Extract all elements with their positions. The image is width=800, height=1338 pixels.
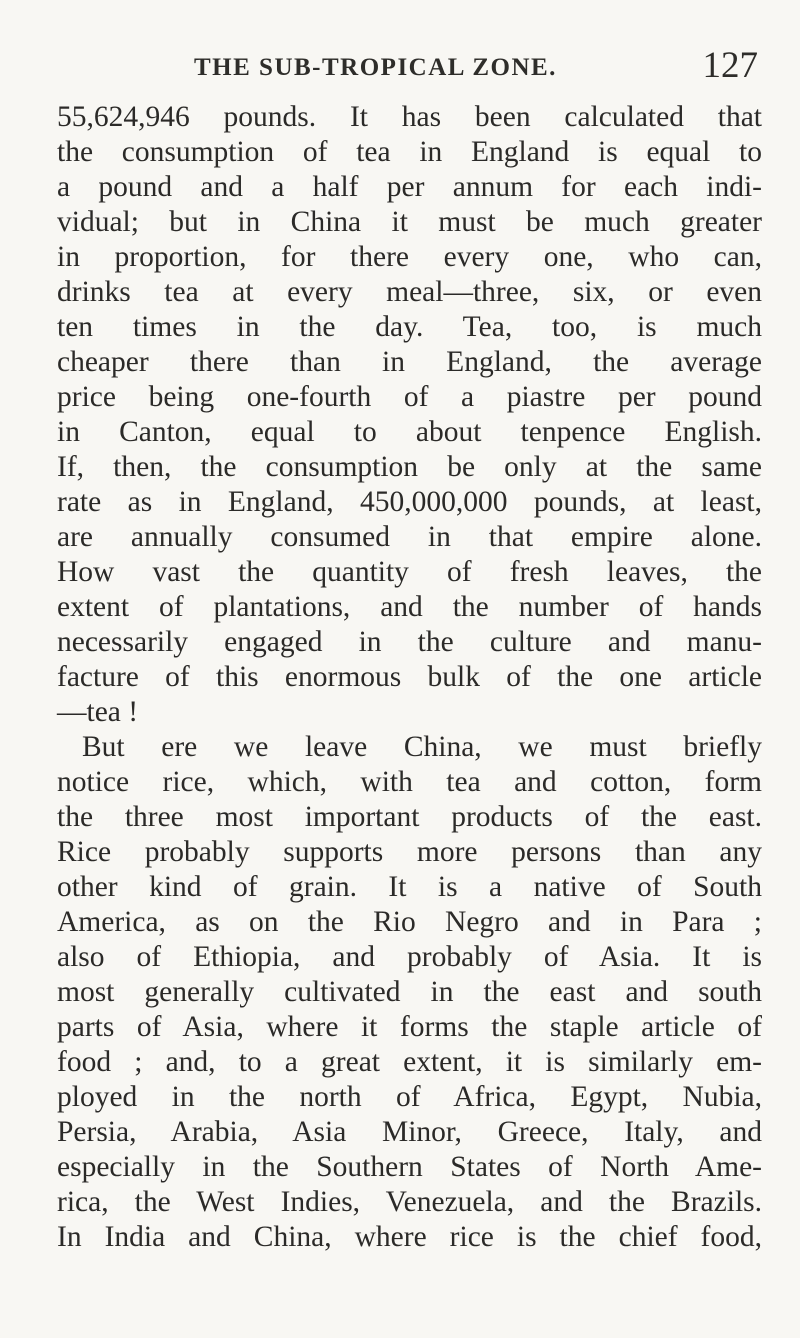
text-line: necessarily engaged in the culture and manu- [57, 626, 762, 658]
paragraph-end-line: —tea ! [57, 696, 139, 728]
text-line: especially in the Southern States of North Ame- [57, 1151, 762, 1183]
text-line: rate as in England, 450,000,000 pounds, at least, [57, 486, 762, 518]
text-line: most generally cultivated in the east and south [57, 976, 762, 1008]
text-line: the three most important products of the east. [57, 801, 762, 833]
text-line: cheaper there than in England, the average [57, 346, 762, 378]
text-line: 55,624,946 pounds. It has been calculated that [57, 101, 762, 133]
text-line: other kind of grain. It is a native of South [57, 871, 762, 903]
text-line: If, then, the consumption be only at the same [57, 451, 762, 483]
text-line: parts of Asia, where it forms the staple article of [57, 1011, 762, 1043]
page-number: 127 [702, 45, 758, 86]
text-line: a pound and a half per annum for each indi- [57, 171, 762, 203]
text-line: drinks tea at every meal—three, six, or even [57, 276, 762, 308]
text-line: Persia, Arabia, Asia Minor, Greece, Italy, and [57, 1116, 762, 1148]
text-line: food ; and, to a great extent, it is similarly em- [57, 1046, 762, 1078]
text-line: notice rice, which, with tea and cotton, form [57, 766, 762, 798]
text-line: facture of this enormous bulk of the one article [57, 661, 762, 693]
text-line: vidual; but in China it must be much greater [57, 206, 762, 238]
paragraph-start-line: But ere we leave China, we must briefly [82, 731, 762, 763]
text-line: ployed in the north of Africa, Egypt, Nubia, [57, 1081, 762, 1113]
text-line: America, as on the Rio Negro and in Para ; [57, 906, 762, 938]
running-head-title: THE SUB-TROPICAL ZONE. [194, 54, 557, 81]
running-head [58, 44, 758, 94]
text-line: are annually consumed in that empire alone. [57, 521, 762, 553]
text-line: How vast the quantity of fresh leaves, the [57, 556, 762, 588]
body-text [57, 100, 762, 1255]
text-line: price being one-fourth of a piastre per pound [57, 381, 762, 413]
text-line: In India and China, where rice is the chief food, [57, 1221, 762, 1253]
text-line: Rice probably supports more persons than any [57, 836, 762, 868]
text-line: ten times in the day. Tea, too, is much [57, 311, 762, 343]
text-line: in proportion, for there every one, who can, [57, 241, 762, 273]
text-line: also of Ethiopia, and probably of Asia. It is [57, 941, 762, 973]
text-line: rica, the West Indies, Venezuela, and the Brazils. [57, 1186, 762, 1218]
text-line: the consumption of tea in England is equal to [57, 136, 762, 168]
text-line: extent of plantations, and the number of hands [57, 591, 762, 623]
text-line: in Canton, equal to about tenpence English. [57, 416, 762, 448]
